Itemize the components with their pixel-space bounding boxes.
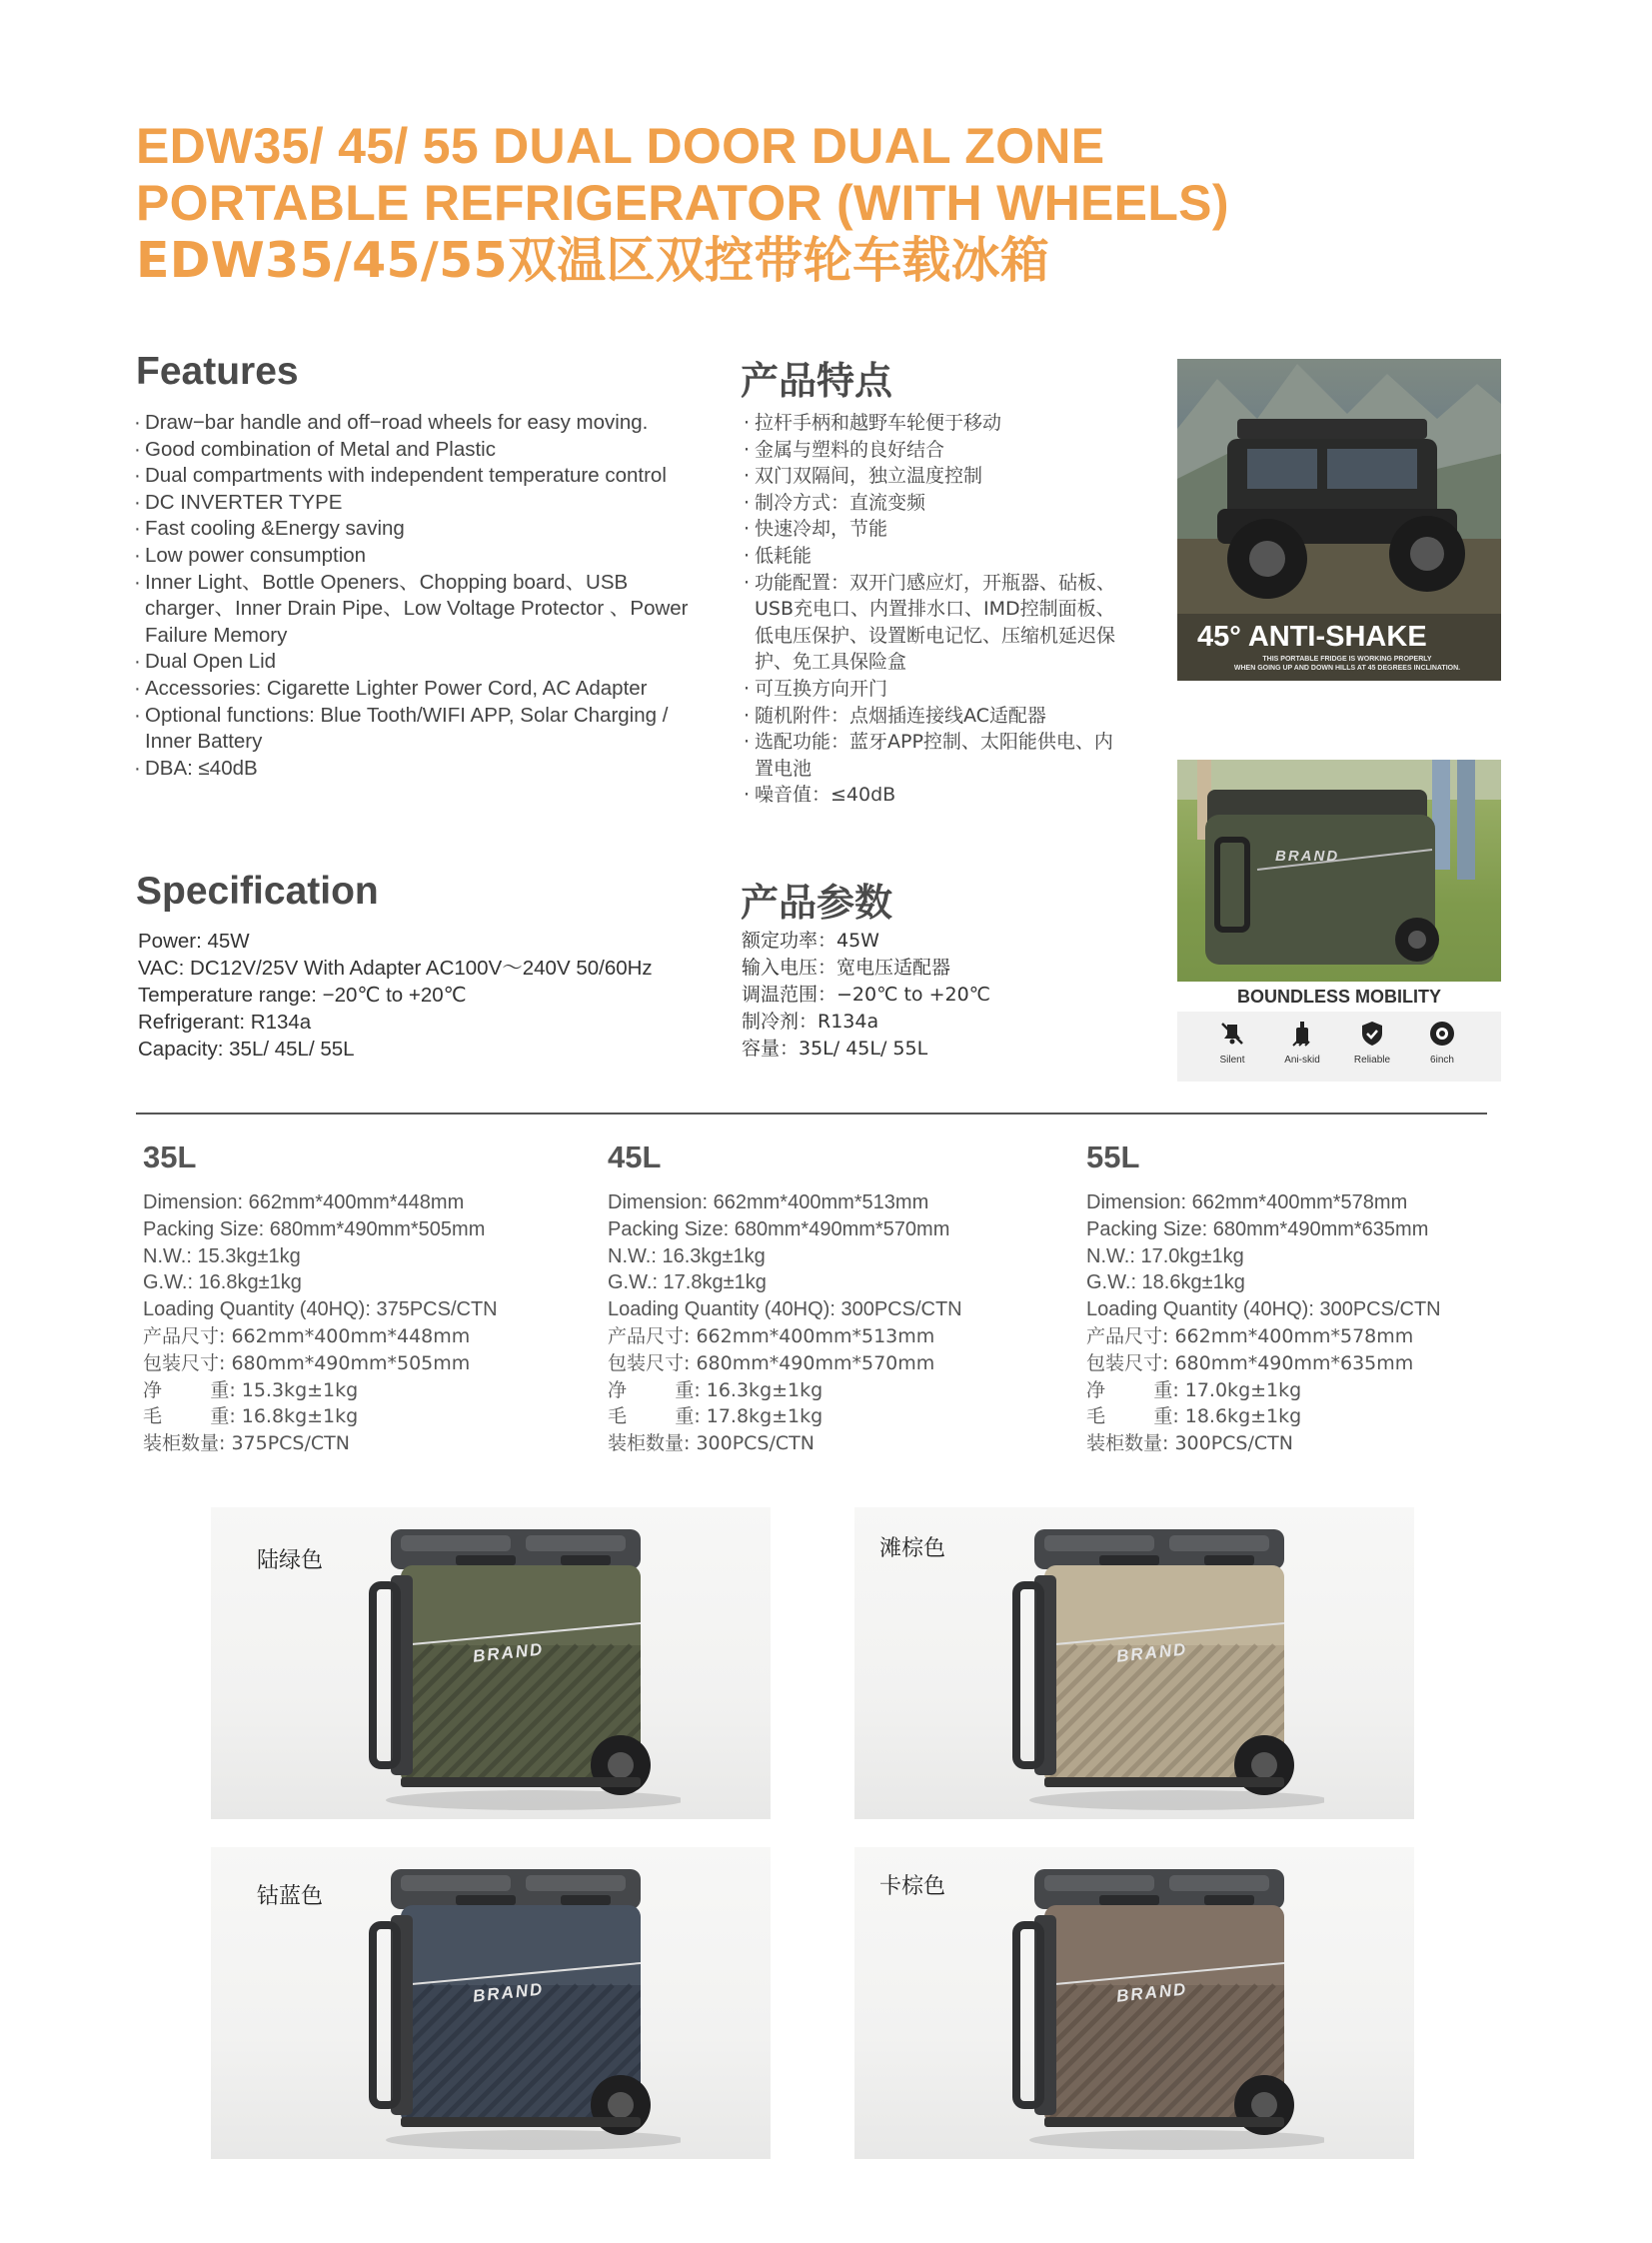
spec-line: Refrigerant: R134a xyxy=(138,1011,312,1034)
capacity-line: Dimension: 662mm*400mm*578mm xyxy=(1086,1191,1408,1213)
capacity-line: N.W.: 15.3kg±1kg xyxy=(143,1244,301,1267)
feature-item: · Fast cooling &Energy saving xyxy=(134,516,734,543)
mobility-feature-label: Silent xyxy=(1219,1055,1245,1066)
fridge-product-icon xyxy=(361,1855,681,2155)
capacity-line: Dimension: 662mm*400mm*448mm xyxy=(143,1191,465,1213)
feature-item: · 可互换方向开门 xyxy=(744,676,1163,703)
title-line-3: EDW35/45/55双温区双控带轮车载冰箱 xyxy=(136,232,1050,289)
fridge-product-icon xyxy=(361,1515,681,1815)
capacity-line: 装柜数量: 300PCS/CTN xyxy=(608,1432,815,1455)
spec-cn-line: 容量：35L/ 45L/ 55L xyxy=(742,1038,928,1060)
feature-item: · Good combination of Metal and Plastic xyxy=(134,437,734,464)
capacity-title: 55L xyxy=(1086,1139,1140,1174)
color-label: 钴蓝色 xyxy=(257,1884,324,1909)
capacity-line: 净 重: 15.3kg±1kg xyxy=(143,1378,359,1401)
anti-shake-sub-2: WHEN GOING UP AND DOWN HILLS AT 45 DEGREES INCLINATION. xyxy=(1233,665,1461,672)
capacity-line: N.W.: 17.0kg±1kg xyxy=(1086,1244,1244,1267)
feature-item-continuation: USB充电口、内置排水口、IMD控制面板、 xyxy=(755,598,1115,621)
capacity-line: 产品尺寸: 662mm*400mm*448mm xyxy=(143,1324,471,1347)
spec-line: Power: 45W xyxy=(138,930,250,953)
capacity-line: 毛 重: 18.6kg±1kg xyxy=(1086,1405,1302,1428)
capacity-column-45l xyxy=(608,1139,1027,1457)
capacity-line: Loading Quantity (40HQ): 375PCS/CTN xyxy=(143,1298,498,1321)
capacity-title: 45L xyxy=(608,1139,662,1174)
spec-cn-line: 制冷剂：R134a xyxy=(742,1011,879,1033)
capacity-line: G.W.: 17.8kg±1kg xyxy=(608,1271,767,1294)
color-tile xyxy=(854,1847,1414,2159)
features-list xyxy=(134,410,734,782)
mute-icon xyxy=(1197,1020,1267,1053)
capacity-line: 净 重: 16.3kg±1kg xyxy=(608,1378,824,1401)
feature-item: · Low power consumption xyxy=(134,543,734,570)
capacity-line: Loading Quantity (40HQ): 300PCS/CTN xyxy=(608,1298,962,1321)
spec-line: Temperature range: −20℃ to +20℃ xyxy=(138,984,467,1007)
features-cn-list xyxy=(744,410,1163,809)
fridge-product-icon xyxy=(1004,1855,1324,2155)
feature-item-continuation: Failure Memory xyxy=(145,623,288,647)
mobility-feature xyxy=(1197,1020,1267,1066)
feature-item-continuation: 置电池 xyxy=(755,757,813,780)
capacity-line: Packing Size: 680mm*490mm*505mm xyxy=(143,1217,486,1240)
feature-item-continuation: 低电压保护、设置断电记忆、压缩机延迟保 xyxy=(755,624,1116,647)
spec-cn-line: 调温范围：−20℃ to +20℃ xyxy=(742,984,991,1006)
feature-item: · 制冷方式：直流变频 xyxy=(744,490,1163,517)
capacity-line: N.W.: 16.3kg±1kg xyxy=(608,1244,766,1267)
capacity-column-35l xyxy=(143,1139,563,1457)
mobility-feature xyxy=(1337,1020,1407,1066)
feature-item-continuation: Inner Battery xyxy=(145,730,263,754)
capacity-line: 包装尺寸: 680mm*490mm*505mm xyxy=(143,1351,471,1374)
mobility-photo xyxy=(1177,760,1501,1082)
color-label: 陆绿色 xyxy=(257,1548,324,1573)
fridge-brand-mark: BRAND xyxy=(1115,1979,1189,2006)
shield-check-icon xyxy=(1337,1020,1407,1053)
feature-item-continuation: charger、Inner Drain Pipe、Low Voltage Protector 、Power xyxy=(145,597,689,621)
capacity-column-55l xyxy=(1086,1139,1506,1457)
feature-item: · 快速冷却，节能 xyxy=(744,516,1163,543)
fridge-brand-mark: BRAND xyxy=(1115,1639,1189,1666)
feature-item: · Dual compartments with independent temperature control xyxy=(134,463,734,490)
color-tile xyxy=(211,1507,771,1819)
color-label: 滩棕色 xyxy=(879,1536,946,1561)
anti-skid-icon xyxy=(1267,1020,1337,1053)
feature-item: · Accessories: Cigarette Lighter Power Cord, AC Adapter xyxy=(134,676,734,703)
capacity-line: 净 重: 17.0kg±1kg xyxy=(1086,1378,1302,1401)
capacity-line: G.W.: 18.6kg±1kg xyxy=(1086,1271,1245,1294)
mobility-icon-row xyxy=(1177,1020,1501,1080)
title-line-1: EDW35/ 45/ 55 DUAL DOOR DUAL ZONE xyxy=(136,118,1105,174)
capacity-line: Packing Size: 680mm*490mm*570mm xyxy=(608,1217,950,1240)
color-tile xyxy=(211,1847,771,2159)
mobility-feature-label: Reliable xyxy=(1353,1055,1391,1066)
capacity-line: Dimension: 662mm*400mm*513mm xyxy=(608,1191,929,1213)
feature-item: · 拉杆手柄和越野车轮便于移动 xyxy=(744,410,1163,437)
features-heading: Features xyxy=(136,350,299,393)
spec-line: Capacity: 35L/ 45L/ 55L xyxy=(138,1038,355,1061)
mobility-brand-mark: BRAND xyxy=(1275,848,1340,865)
fridge-on-grass-icon xyxy=(1177,760,1501,990)
page-title xyxy=(136,118,1535,289)
anti-shake-headline: 45° ANTI-SHAKE xyxy=(1197,621,1427,653)
spec-cn-line: 输入电压：宽电压适配器 xyxy=(742,957,951,979)
feature-item: · Draw−bar handle and off−road wheels for easy moving. xyxy=(134,410,734,437)
mobility-badge-strip xyxy=(1177,982,1501,1082)
anti-shake-sub-1: THIS PORTABLE FRIDGE IS WORKING PROPERLY xyxy=(1262,656,1432,663)
fridge-brand-mark: BRAND xyxy=(472,1639,546,1666)
spec-cn-heading: 产品参数 xyxy=(741,881,893,925)
capacity-line: G.W.: 16.8kg±1kg xyxy=(143,1271,302,1294)
spec-cn-list xyxy=(742,928,1141,1063)
capacity-line: 毛 重: 16.8kg±1kg xyxy=(143,1405,359,1428)
capacity-line: 包装尺寸: 680mm*490mm*635mm xyxy=(1086,1351,1414,1374)
capacity-line: 产品尺寸: 662mm*400mm*578mm xyxy=(1086,1324,1414,1347)
mobility-feature xyxy=(1407,1020,1477,1066)
feature-item: · DC INVERTER TYPE xyxy=(134,490,734,517)
mobility-feature xyxy=(1267,1020,1337,1066)
feature-item: · Dual Open Lid xyxy=(134,649,734,676)
feature-item: · 功能配置：双开门感应灯，开瓶器、砧板、 xyxy=(744,570,1163,597)
mobility-feature-label: Ani-skid xyxy=(1284,1055,1320,1066)
feature-item: · 低耗能 xyxy=(744,543,1163,570)
fridge-product-icon xyxy=(1004,1515,1324,1815)
capacity-line: Loading Quantity (40HQ): 300PCS/CTN xyxy=(1086,1298,1441,1321)
section-divider xyxy=(136,1113,1487,1115)
capacity-line: Packing Size: 680mm*490mm*635mm xyxy=(1086,1217,1429,1240)
capacity-line: 毛 重: 17.8kg±1kg xyxy=(608,1405,824,1428)
feature-item: · Inner Light、Bottle Openers、Chopping board、USB xyxy=(134,570,734,597)
capacity-title: 35L xyxy=(143,1139,197,1174)
anti-shake-photo xyxy=(1177,359,1501,681)
spec-heading: Specification xyxy=(136,870,379,913)
capacity-line: 产品尺寸: 662mm*400mm*513mm xyxy=(608,1324,935,1347)
feature-item-continuation: 护、免工具保险盒 xyxy=(755,651,907,674)
feature-item: · 选配功能：蓝牙APP控制、太阳能供电、内 xyxy=(744,729,1163,756)
spec-line: VAC: DC12V/25V With Adapter AC100V～240V 50/60Hz xyxy=(138,957,653,980)
capacity-line: 装柜数量: 375PCS/CTN xyxy=(143,1432,350,1455)
color-tile xyxy=(854,1507,1414,1819)
feature-item: · Optional functions: Blue Tooth/WIFI APP, Solar Charging / xyxy=(134,703,734,730)
feature-item: · DBA: ≤40dB xyxy=(134,756,734,783)
title-line-2: PORTABLE REFRIGERATOR (WITH WHEELS) xyxy=(136,175,1229,231)
capacity-line: 装柜数量: 300PCS/CTN xyxy=(1086,1432,1293,1455)
mobility-feature-label: 6inch xyxy=(1430,1055,1454,1066)
mobility-headline: BOUNDLESS MOBILITY xyxy=(1236,987,1441,1007)
color-label: 卡棕色 xyxy=(879,1874,946,1899)
capacity-line: 包装尺寸: 680mm*490mm*570mm xyxy=(608,1351,935,1374)
feature-item: · 随机附件：点烟插连接线AC适配器 xyxy=(744,703,1163,730)
feature-item: · 金属与塑料的良好结合 xyxy=(744,437,1163,464)
fridge-brand-mark: BRAND xyxy=(472,1979,546,2006)
spec-cn-line: 额定功率：45W xyxy=(742,930,879,952)
wheel-icon xyxy=(1407,1020,1477,1053)
features-cn-heading: 产品特点 xyxy=(741,359,893,403)
spec-list xyxy=(138,928,758,1063)
feature-item: · 双门双隔间，独立温度控制 xyxy=(744,463,1163,490)
feature-item: · 噪音值：≤40dB xyxy=(744,782,1163,809)
